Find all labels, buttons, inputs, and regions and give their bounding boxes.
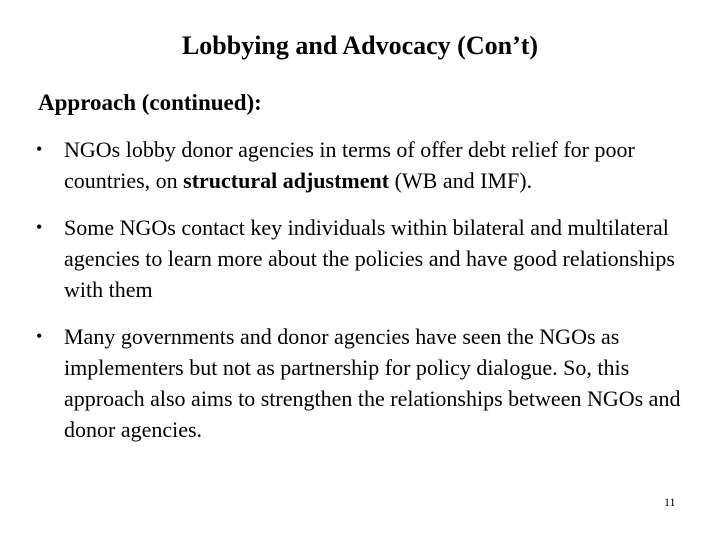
bullet-item-debt-relief [30, 134, 700, 196]
bullet-list [30, 134, 700, 461]
slide-title: Lobbying and Advocacy (Con’t) [181, 31, 539, 60]
bullet-text-part: (WB and IMF). [389, 168, 533, 193]
bullet-item-partnership [30, 321, 700, 445]
bullet-text-part: NGOs lobby donor agencies in terms of offer debt relief for poor countries, on [64, 137, 635, 193]
bullet-icon: • [36, 217, 43, 237]
section-heading: Approach (continued): [38, 90, 262, 115]
bullet-text: Many governments and donor agencies have seen the NGOs as implementers but not as partnership for policy dialogue. So, this approach also aims to strengthen the relationships between NGOs and donor agencies. [64, 324, 681, 442]
bullet-bold-term: structural adjustment [183, 168, 390, 193]
bullet-icon: • [36, 139, 43, 159]
bullet-item-key-individuals [30, 212, 700, 305]
bullet-icon: • [36, 326, 43, 346]
page-number: 11 [664, 495, 676, 509]
bullet-text: Some NGOs contact key individuals within bilateral and multilateral agencies to learn more about the policies and have good relationships with them [64, 215, 675, 302]
